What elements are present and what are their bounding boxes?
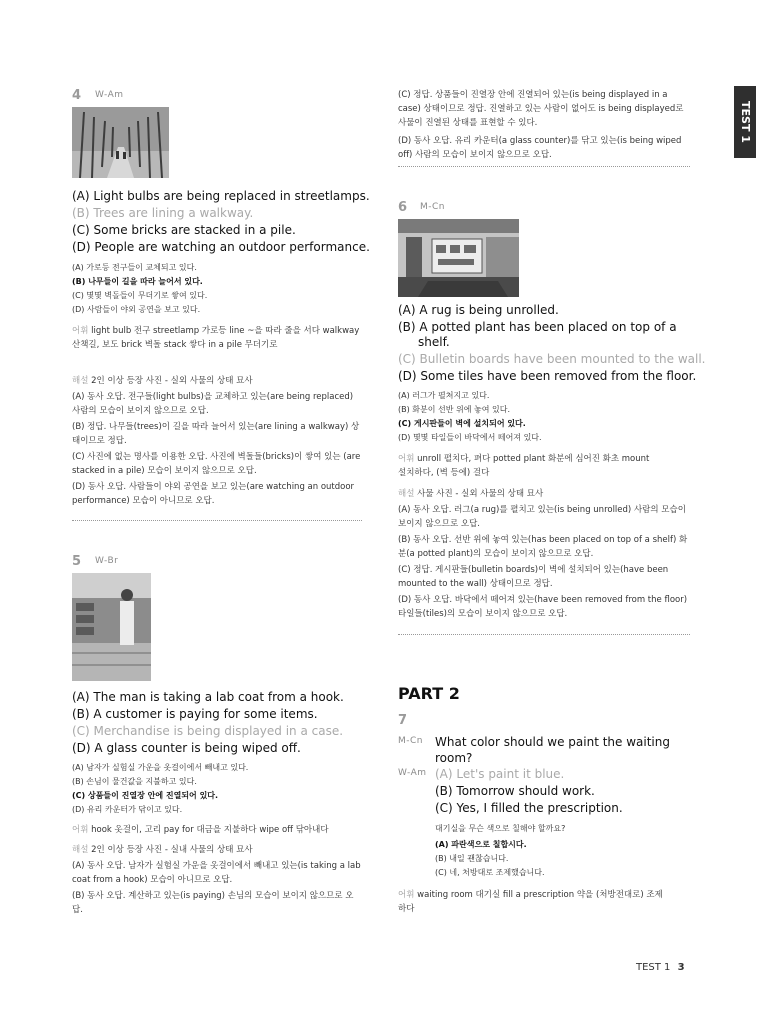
vocab-tag: 어휘	[398, 454, 415, 464]
divider	[398, 634, 690, 635]
option-c: (C) Yes, I filled the prescription.	[435, 801, 623, 815]
explanation	[398, 487, 690, 621]
expl-b: (B) 동사 오답. 계산하고 있는(is paying) 손님의 모습이 보이지 않으므로 오답.	[72, 891, 354, 915]
speaker-label: W-Am	[95, 90, 124, 100]
vocabulary	[398, 888, 668, 916]
translation-c: (C) 게시판들이 벽에 설치되어 있다.	[398, 419, 526, 428]
translation-c: (C) 네, 처방대로 조제했습니다.	[435, 868, 545, 877]
expl-heading: 2인 이상 등장 사진 - 실내 사물의 상태 묘사	[91, 845, 253, 855]
test-tab-label: TEST 1	[739, 101, 752, 143]
expl-tag: 해설	[398, 489, 415, 499]
speaker-label: W-Br	[95, 556, 119, 566]
option-a: (A) A rug is being unrolled.	[398, 303, 559, 317]
expl-tag: 해설	[72, 376, 89, 386]
translation-b: (B) 화분이 선반 위에 놓여 있다.	[398, 405, 510, 414]
explanation	[72, 374, 362, 508]
speaker-label: M-Cn	[398, 736, 424, 746]
photo-trees-walkway	[72, 107, 169, 178]
expl-b: (B) 동사 오답. 선반 위에 놓여 있는(has been placed on top of a shelf) 화분(a potted plant)의 모습이 보이지 않으므로 오답.	[398, 535, 688, 559]
explanation	[72, 843, 362, 917]
expl-a: (A) 동사 오답. 러그(a rug)를 펼치고 있는(is being unrolled) 사람의 모습이 보이지 않으므로 오답.	[398, 505, 686, 529]
photo-bulletin-boards	[398, 219, 519, 297]
speaker-label: M-Cn	[420, 202, 446, 212]
question-number: 5	[72, 554, 82, 569]
translation-c: (C) 상품들이 진열장 안에 진열되어 있다.	[72, 791, 219, 800]
vocab-text: unroll 펼치다, 펴다 potted plant 화분에 심어진 화초 mount 설치하다, (벽 등에) 걸다	[398, 454, 650, 478]
expl-c: (C) 정답. 게시판들(bulletin boards)이 벽에 설치되어 있는(have been mounted to the wall) 상태이므로 정답.	[398, 565, 669, 589]
option-a: (A) The man is taking a lab coat from a hook.	[72, 690, 344, 704]
expl-tag: 해설	[72, 845, 89, 855]
translation-question: 대기실을 무슨 색으로 칠해야 할까요?	[435, 824, 566, 833]
option-d: (D) Some tiles have been removed from the floor.	[398, 369, 697, 383]
translation-a: (A) 가로등 전구들이 교체되고 있다.	[72, 263, 197, 272]
page-number: 3	[677, 962, 685, 973]
divider	[398, 166, 690, 167]
option-c: (C) Some bricks are stacked in a pile.	[72, 223, 296, 237]
vocab-tag: 어휘	[398, 890, 415, 900]
translation-b: (B) 나무들이 길을 따라 늘어서 있다.	[72, 277, 203, 286]
translation-a: (A) 러그가 펼쳐지고 있다.	[398, 391, 490, 400]
translation-d: (D) 몇몇 타일들이 바닥에서 떼어져 있다.	[398, 433, 542, 442]
translation-d: (D) 유리 카운터가 닦이고 있다.	[72, 805, 183, 814]
option-a: (A) Light bulbs are being replaced in streetlamps.	[72, 189, 370, 203]
q5-explanation-continued	[398, 88, 690, 162]
vocabulary	[72, 823, 362, 837]
question-number: 4	[72, 88, 82, 103]
option-b-answer: (B) Trees are lining a walkway.	[72, 206, 254, 220]
translation-a: (A) 남자가 실험실 가운을 옷걸이에서 빼내고 있다.	[72, 763, 249, 772]
test-tab	[734, 86, 756, 158]
option-c-answer: (C) Merchandise is being displayed in a case.	[72, 724, 344, 738]
vocab-text: light bulb 전구 streetlamp 가로등 line ~을 따라 줄을 서다 walkway 산책길, 보도 brick 벽돌 stack 쌓다 in a pile 무더기로	[72, 326, 360, 350]
option-b: (B) Tomorrow should work.	[435, 784, 595, 798]
expl-a: (A) 동사 오답. 전구들(light bulbs)을 교체하고 있는(are being replaced) 사람의 모습이 보이지 않으므로 오답.	[72, 392, 354, 416]
photo-store-counter	[72, 573, 151, 681]
option-c-answer: (C) Bulletin boards have been mounted to the wall.	[398, 352, 706, 366]
translation-b: (B) 내일 괜찮습니다.	[435, 854, 509, 863]
option-b: (B) A customer is paying for some items.	[72, 707, 318, 721]
speaker-label: W-Am	[398, 768, 427, 778]
footer-label: TEST 1	[636, 962, 671, 973]
vocabulary	[72, 324, 362, 352]
option-a-answer: (A) Let's paint it blue.	[435, 767, 565, 781]
vocab-text: hook 옷걸이, 고리 pay for 대금을 지불하다 wipe off 닦아내다	[91, 825, 329, 835]
translation-a: (A) 파란색으로 칠합시다.	[435, 840, 527, 849]
expl-heading: 사물 사진 - 실외 사물의 상태 묘사	[417, 489, 544, 499]
vocab-tag: 어휘	[72, 825, 89, 835]
option-d: (D) People are watching an outdoor performance.	[72, 240, 370, 254]
expl-d: (D) 동사 오답. 사람들이 야외 공연을 보고 있는(are watching an outdoor performance) 모습이 아니므로 오답.	[72, 482, 355, 506]
option-d: (D) A glass counter is being wiped off.	[72, 741, 301, 755]
question-text-cont: room?	[435, 751, 473, 765]
translation-b: (B) 손님이 물건값을 지불하고 있다.	[72, 777, 197, 786]
translation-d: (D) 사람들이 야외 공연을 보고 있다.	[72, 305, 201, 314]
expl-a: (A) 동사 오답. 남자가 실험실 가운을 옷걸이에서 빼내고 있는(is taking a lab coat from a hook) 모습이 아니므로 오답.	[72, 861, 361, 885]
question-number: 6	[398, 200, 408, 215]
expl-b: (B) 정답. 나무들(trees)이 길을 따라 늘어서 있는(are lining a walkway) 상태이므로 정답.	[72, 422, 360, 446]
expl-heading: 2인 이상 등장 사진 - 실외 사물의 상태 묘사	[91, 376, 253, 386]
expl-c: (C) 정답. 상품들이 진열장 안에 진열되어 있는(is being displayed in a case) 상태이므로 정답. 진열하고 있는 사람이 없어도 is being displayed로 사물이 진열된 상태를 표현할 수 있다.	[398, 90, 684, 128]
vocab-text: waiting room 대기실 fill a prescription 약을 (처방전대로) 조제하다	[398, 890, 663, 914]
question-text: What color should we paint the waiting	[435, 735, 670, 749]
section-heading: PART 2	[398, 684, 460, 703]
vocab-tag: 어휘	[72, 326, 89, 336]
expl-d: (D) 동사 오답. 바닥에서 떼어져 있는(have been removed from the floor) 타일들(tiles)의 모습이 보이지 않으므로 오답.	[398, 595, 688, 619]
option-b: (B) A potted plant has been placed on top of a	[398, 320, 677, 334]
question-number: 7	[398, 713, 408, 728]
page-footer	[636, 962, 685, 973]
divider	[72, 520, 362, 521]
vocabulary	[398, 452, 658, 480]
option-b-cont: shelf.	[418, 335, 450, 349]
translation-c: (C) 몇몇 벽돌들이 무더기로 쌓여 있다.	[72, 291, 208, 300]
expl-d: (D) 동사 오답. 유리 카운터(a glass counter)를 닦고 있는(is being wiped off) 사람의 모습이 보이지 않으므로 오답.	[398, 136, 682, 160]
expl-c: (C) 사진에 없는 명사를 이용한 오답. 사진에 벽돌들(bricks)이 쌓여 있는 (are stacked in a pile) 모습이 보이지 않으므로 오답.	[72, 452, 361, 476]
